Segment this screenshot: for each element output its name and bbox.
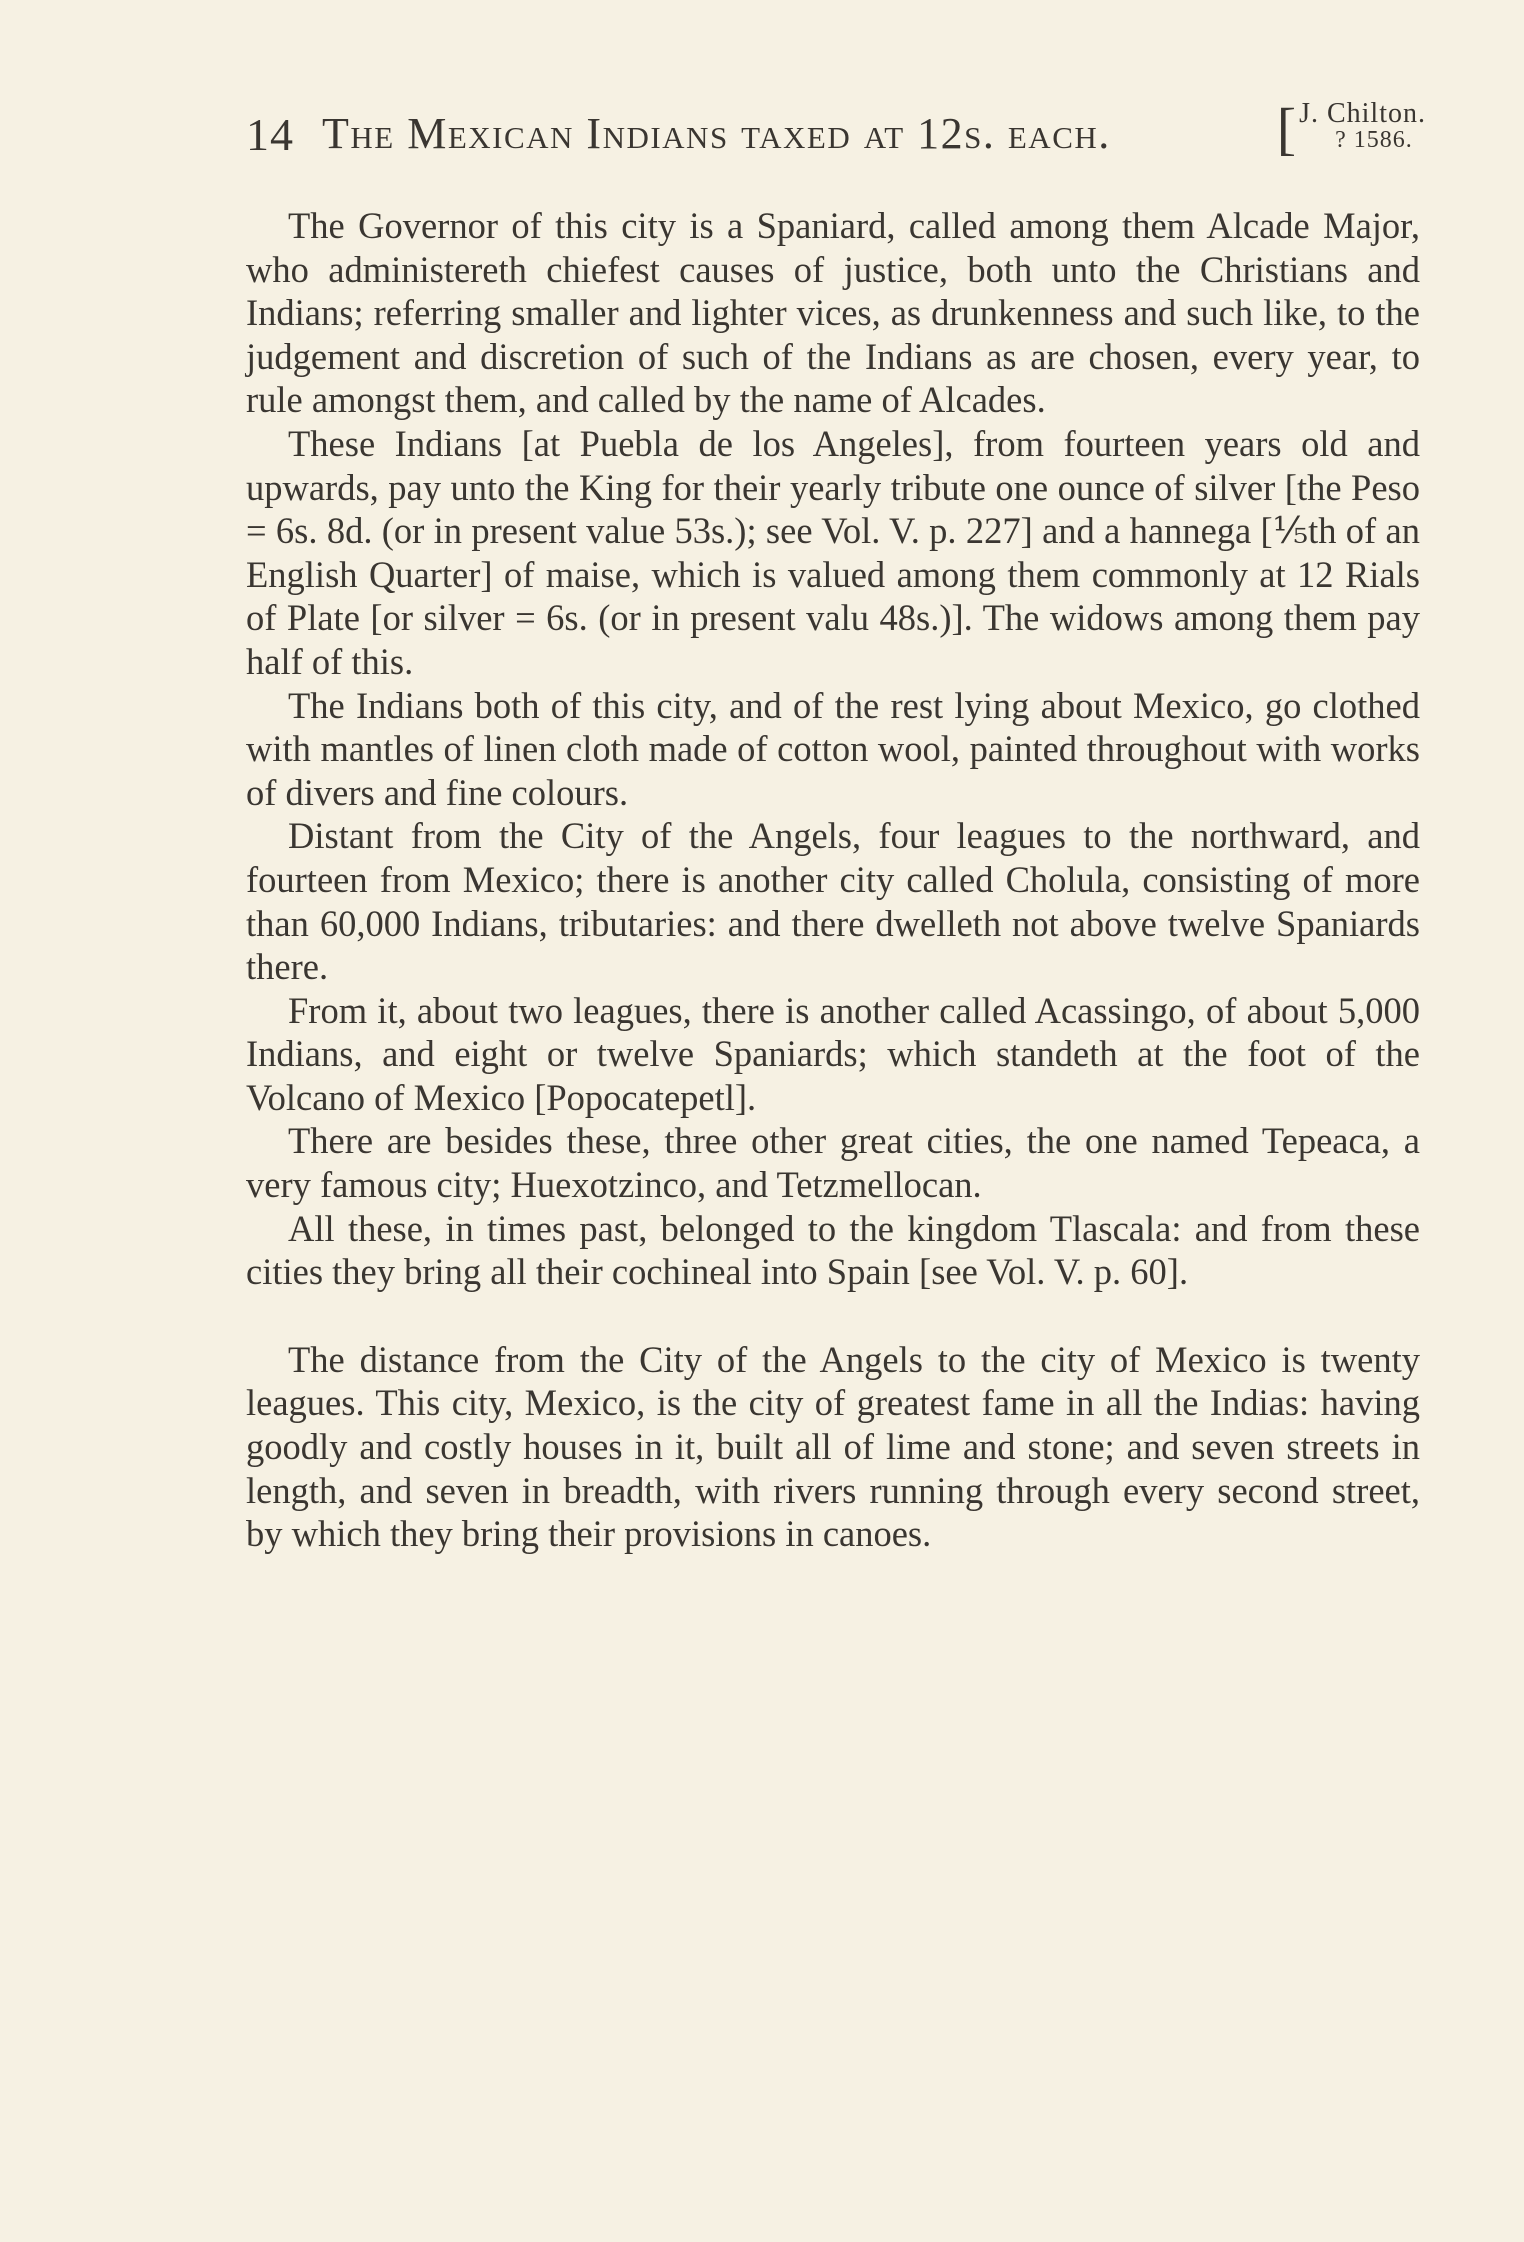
paragraph-tribute: These Indians [at Puebla de los Angeles], from fourteen years old and upwards, pay unto the King for their yearly tribute one ounce of silver [the Peso = 6s. 8d. (or in present value 53s.); see Vol. V. p. 227] and a hannega [⅕th of an English Quarter] of maise, which is valued among them commonly at 12 Rials of Plate [or silver = 6s. (or in present valu 48s.)]. The widows among them pay half of this. <box>246 422 1420 682</box>
paragraph-governor: The Governor of this city is a Spaniard, called among them Alcade Major, who administereth chiefest causes of justice, both unto the Christians and Indians; referring smaller and lighter vices, as drunkenness and such like, to the judgement and discretion of such of the Indians as are chosen, every year, to rule amongst them, and called by the name of Alcades. <box>246 205 1420 421</box>
author-date-sidenote <box>1276 96 1426 161</box>
paragraph-clothing: The Indians both of this city, and of the rest lying about Mexico, go clothed with mantles of linen cloth made of cotton wool, painted throughout with works of divers and fine colours. <box>246 684 1420 813</box>
sidenote-stack <box>1299 100 1426 152</box>
paragraph-other-cities: There are besides these, three other great cities, the one named Tepeaca, a very famous city; Huexotzinco, and Tetzmellocan. <box>246 1120 1420 1206</box>
body-text <box>246 204 1420 1556</box>
paragraph-cholula: Distant from the City of the Angels, four leagues to the northward, and fourteen from Mexico; there is another city called Cholula, consisting of more than 60,000 Indians, tributaries: and there dwelleth not above twelve Spaniards there. <box>246 815 1420 988</box>
page-number: 14 <box>246 109 294 160</box>
sidenote-date: ? 1586. <box>1335 127 1413 153</box>
paragraph-tlascala: All these, in times past, belonged to the kingdom Tlascala: and from these cities they bring all their cochineal into Spain [see Vol. V. p. 60]. <box>246 1207 1420 1293</box>
paragraph-acassingo: From it, about two leagues, there is another called Acassingo, of about 5,000 Indians, and eight or twelve Spaniards; which standeth at the foot of the Volcano of Mexico [Popocatepetl]. <box>246 989 1420 1118</box>
paragraph-mexico-city: The distance from the City of the Angels to the city of Mexico is twenty leagues. This city, Mexico, is the city of greatest fame in all the Indias: having goodly and costly houses in it, built all of lime and stone; and seven streets in length, and seven in breadth, with rivers running through every second street, by which they bring their provisions in canoes. <box>246 1338 1420 1555</box>
running-title: The Mexican Indians taxed at 12s. each. <box>322 109 1111 158</box>
sidenote-author: J. Chilton. <box>1299 98 1426 129</box>
section-gap <box>246 1294 1420 1338</box>
bracket-glyph: [ <box>1276 96 1298 161</box>
book-page <box>246 96 1426 1556</box>
running-head <box>246 96 1426 170</box>
